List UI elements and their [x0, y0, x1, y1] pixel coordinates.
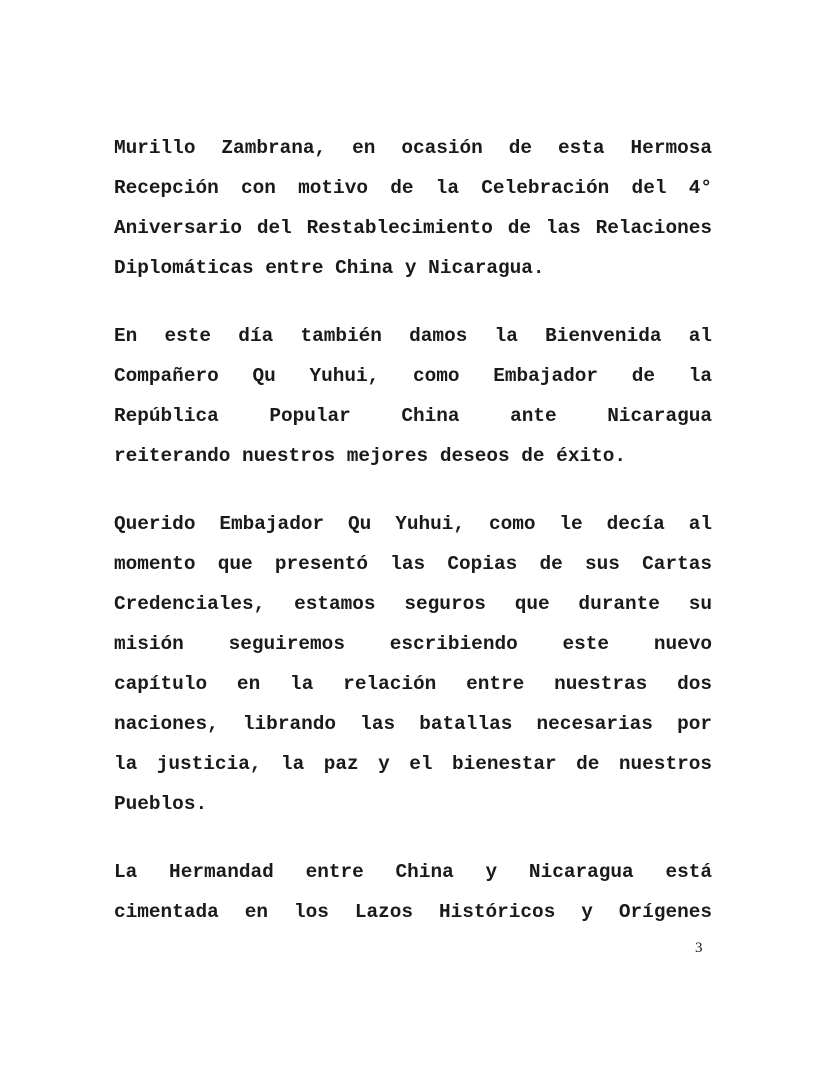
- text-line: cimentada en los Lazos Históricos y Orígenes: [114, 901, 712, 923]
- text-line: Aniversario del Restablecimiento de las Relaciones: [114, 217, 712, 239]
- paragraph-2: [114, 316, 712, 476]
- text-line: Credenciales, estamos seguros que durante su: [114, 593, 712, 615]
- text-line: Querido Embajador Qu Yuhui, como le decía al: [114, 513, 712, 535]
- text-line: misión seguiremos escribiendo este nuevo: [114, 633, 712, 655]
- body-text: [114, 128, 712, 960]
- text-line: momento que presentó las Copias de sus Cartas: [114, 553, 712, 575]
- text-line: República Popular China ante Nicaragua: [114, 405, 712, 427]
- page-number: 3: [695, 940, 703, 956]
- text-line: naciones, librando las batallas necesarias por: [114, 713, 712, 735]
- text-line: En este día también damos la Bienvenida al: [114, 325, 712, 347]
- paragraph-3: [114, 504, 712, 824]
- text-line: la justicia, la paz y el bienestar de nuestros: [114, 753, 712, 775]
- text-line: La Hermandad entre China y Nicaragua está: [114, 861, 712, 883]
- text-line: Compañero Qu Yuhui, como Embajador de la: [114, 365, 712, 387]
- text-line: reiterando nuestros mejores deseos de éxito.: [114, 445, 626, 467]
- text-line: capítulo en la relación entre nuestras dos: [114, 673, 712, 695]
- paragraph-4: [114, 852, 712, 932]
- text-line: Recepción con motivo de la Celebración del 4°: [114, 177, 712, 199]
- text-line: Pueblos.: [114, 793, 208, 815]
- text-line: Diplomáticas entre China y Nicaragua.: [114, 257, 545, 279]
- text-line: Murillo Zambrana, en ocasión de esta Hermosa: [114, 137, 712, 159]
- paragraph-1: [114, 128, 712, 288]
